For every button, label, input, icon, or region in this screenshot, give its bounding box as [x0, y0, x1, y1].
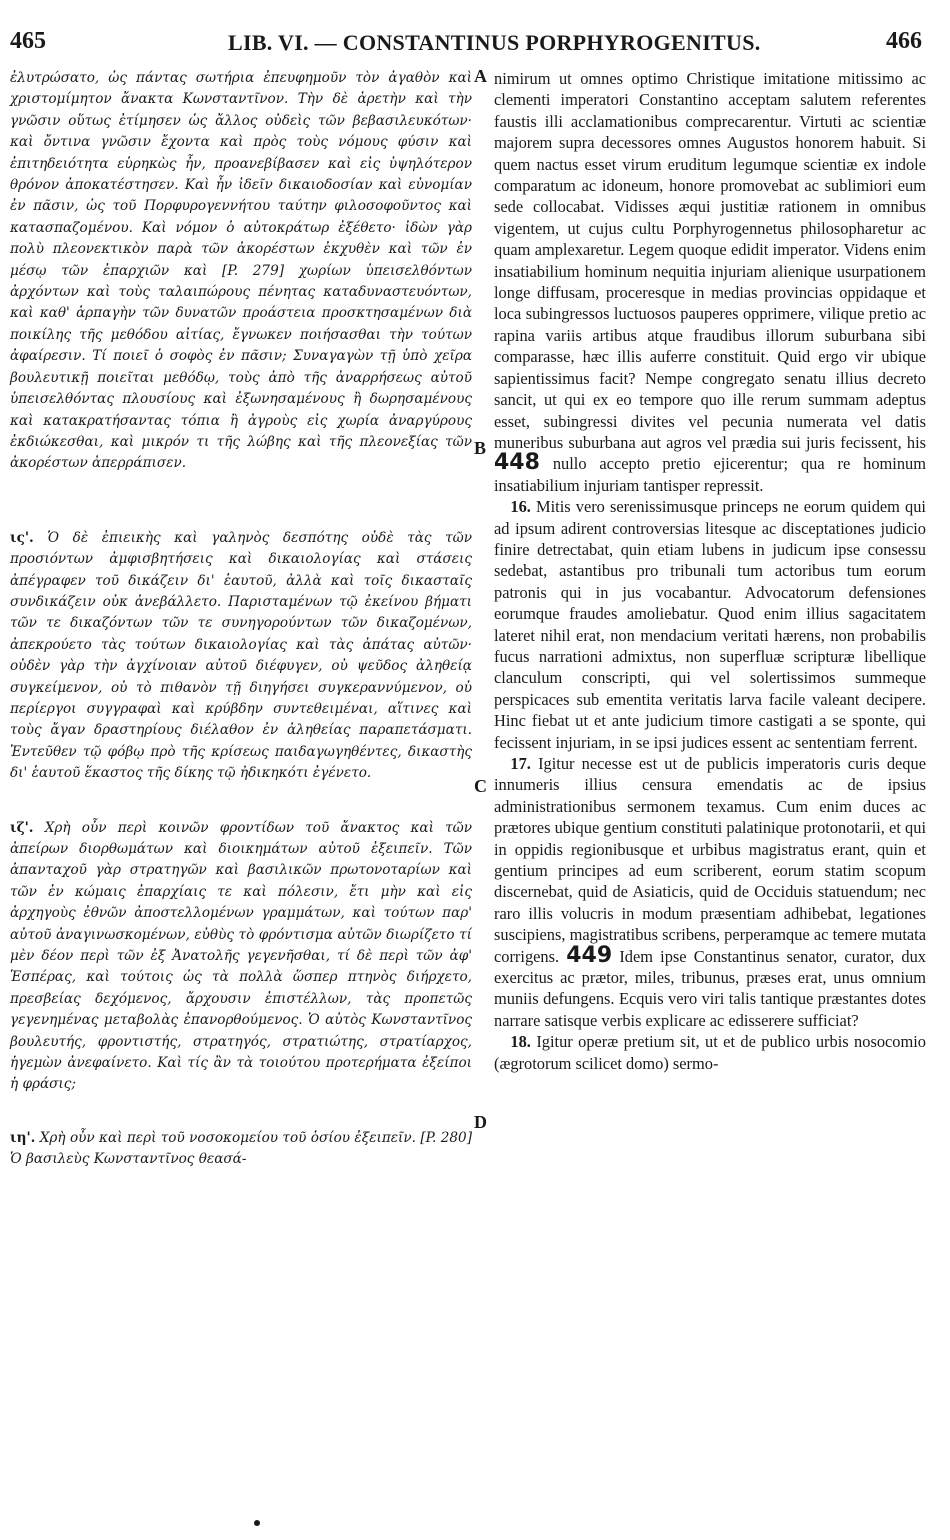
greek-paragraph-15: ἐλυτρώσατο, ὡς πάντας σωτήρια ἐπευφημοῦν τὸν ἀγαθὸν καὶ χριστομίμητον ἄνακτα Κωνσταντῖνον. Τὴν δὲ ἀρετὴν καὶ τὴν γνῶσιν οὕτως ἐτίμησεν ὡς ἄλλος οὐδεὶς τῶν βεβασιλευκότων· καὶ ὄντινα γνῶσιν ἔχοντα καὶ πρὸς τοὺς νόμους φύσιν καὶ ἐπιτηδειότητα εὑρηκὼς ἦν, προανεβίβασεν καὶ εἰς ὑψηλότερον θρόνον ἀποκατέστησεν. Καὶ ἦν ἰδεῖν δικαιοδοσίαν καὶ εὐνομίαν ἐν πᾶσιν, ὡς τοῦ Πορφυρογεννήτου ταύτην φιλοσοφοῦντος καὶ κατασπαζομένου. Καὶ νόμον ὁ αὐτοκράτωρ ἐξέθετο· ἰδὼν γὰρ πολὺ πλεονεκτικὸν παρὰ τῶν ἀκορέστων ἐκχυθὲν καὶ τῶν ἐν μέσῳ τῶν ἐπαρχιῶν καὶ [P. 279] χωρίων ὑπεισελθόντων ἀρχόντων καὶ τοὺς ταλαιπώρους πένητας καταδυναστευόντων, καὶ καθ' ἁρπαγὴν τῶν δυνατῶν προάστεια προσκτησαμένων διὰ ποικίλης τῆς μεθόδου αἰτίας, ἔγνωκεν ποιήσασθαι τὴν τούτων ἀφαίρεσιν. Τί ποιεῖ ὁ σοφὸς ἐν πᾶσιν; Συναγαγὼν τῇ ὑπὸ χεῖρα βουλευτικῇ ποιεῖται μεθόδῳ, τοὺς ἀπὸ τῆς ἀναρρήσεως αὐτοῦ ὑπεισελθόντας πλουσίους καὶ ἐξωνησαμένους ἢ δωρησαμένους καὶ κατακρατήσαντας τόπια ἢ ἀγροὺς εἰς χωρία ἀναργύρους ἐκδιώκεσθαι, καὶ μικρόν τι τῆς λώβης καὶ τῆς πλεονεξίας τῶν ἀκορέστων ἀπερράπισεν.: [10, 70, 472, 472]
marginal-number-448: 448: [494, 450, 540, 476]
greek-paragraph-16: ις'. Ὁ δὲ ἐπιεικὴς καὶ γαληνὸς δεσπότης οὐδὲ τὰς τῶν προσιόντων ἀμφισβητήσεις καὶ δικαιολογίας καὶ στάσεις ἀπέγραφεν τοῦ δικάζειν δι' ἑαυτοῦ, ἀλλὰ καὶ τοῖς δικασταῖς συνδικάζειν οὐκ ἀνεβάλλετο. Παρισταμένων τῷ ἐκείνου βήματι τῶν τε δικαζόντων τῶν τε συνηγορούντων τῶν δικαζομένων, ἀπεκρούετο τὰς τούτων δικαιολογίας καὶ τὰς ἀπάτας αὐτῶν· οὐδὲν γὰρ τὴν ἀγχίνοιαν αὐτοῦ διέφυγεν, οὐ ψεῦδος ἀληθείᾳ συγκείμενον, οὐ τὸ πιθανὸν τῇ διηγήσει συγκεραννύμενον, οὐ περίεργοι συγγραφαὶ καὶ κρύβδην συντεθειμέναι, αἵτινες καὶ τοὺς ἄγαν δραστηρίους διέλαθον ἐν ἀληθείας παραπετάσματι. Ἐντεῦθεν τῷ φόβῳ πρὸ τῆς κρίσεως παιδαγωγηθέντες, δικαστὴς δι' ἑαυτοῦ ἕκαστος τῆς δίκης τῷ ἠδικηκότι ἐγένετο.: [10, 529, 472, 782]
page-number-left: 465: [10, 28, 46, 54]
latin-column: [494, 68, 926, 1074]
latin-section-number: 17.: [510, 754, 531, 773]
greek-section-number: ιζ'.: [10, 819, 34, 836]
greek-column: [10, 68, 472, 1171]
margin-marker-d: D: [474, 1112, 487, 1132]
greek-section-number: ιη'.: [10, 1129, 36, 1146]
page-header: [0, 28, 950, 60]
margin-marker-c: C: [474, 776, 487, 796]
latin-paragraph-16: 16. Mitis vero serenissimusque princeps ne eorum quidem qui ad ipsum adirent controversias litesque ac disceptationes judicio finire detrectabat, quin etiam lubens in judicum ipse consessu sedebat, astantibus pro tribunali tum actoribus tum eorum patronis qui in jus vocabantur. Advocatorum defensiones eorumque fraudes amoliebatur. Quod enim illius sagacitatem lateret nihil erat, non mendacium veritati hærens, non probabilis fucus narrationi admixtus, non superfluæ scripturæ libellique clanculum conscripti, qui vel solertissimos summeque perspicaces sub ementita veritatis larva facile valeant decipere. Hinc fiebat ut et ante judicium timore castigati a se sponte, qui fecissent injuriam, in se ipsi judices essent ac sententiam ferrent.: [494, 497, 926, 752]
ink-dot: [254, 1520, 260, 1526]
margin-marker-b: B: [474, 438, 487, 458]
running-title: LIB. VI. — CONSTANTINUS PORPHYROGENITUS.: [228, 30, 761, 55]
greek-section-number: ις'.: [10, 529, 34, 546]
latin-paragraph-15: nimirum ut omnes optimo Christique imitatione mitissimo ac clementi imperatori Constantino acceptam salutem referentes faustis illi acclamationibus comprecarentur. Virtuti ac scientiæ majorem supra decessores omnes Augustos honorem habuit. Si quem nactus esset virum eruditum legumque scientiæ ex indole comparatum ac idoneum, honore promovebat ac sublimiori eum sede collocabat. Vidisses æqui justitiæ rationem in omnibus vigentem, ut cujus cultu Porphyrogennetus philosopharetur ac quam amplexaretur. Legem quoque edidit imperator. Videns enim insatiabilium hominum nequitia injuriam alienique usurpationem longe diffusam, proceresque in medias provincias oppidaque et loca subingressos luctuosos pauperes opprimere, vilique pretio ac rapina variis artibus atque fraudibus illorum suburbana sibi comparasse, hæc illis auferre constituit. Quid ergo vir ubique sapientissimus facit? Nempe congregato senatu illius decreto sancit, ut qui ex eo tempore quo ille rerum summam adeptus esset, subingressi divites vel pecunia numerata vel datis muneribus suburbana aut agros vel prædia sui juris fecissent, his 448 nullo accepto pretio ejicerentur; qua re hominum insatiabilium injuriam tantisper repressit.: [494, 69, 926, 495]
latin-paragraph-17: 17. Igitur necesse est ut de publicis imperatoris curis deque innumeris illius censura emendatis ac de ipsius administrationibus sermonem texamus. Cum enim duces ac prætores ubique gentium constituti palatinique protonotarii, et qui in oppidis regionibusque et urbibus magistratus erant, quin et gentium principes ad eum scriberent, eorum statim scopum discernebat, quid de Asiaticis, quid de Occiduis statuendum; nec raro illis volucris in modum præsentiam adhibebat, legationes suscipiens, magistratibus scribens, perperamque ac temere mutata corrigens. 449 Idem ipse Constantinus senator, curator, dux exercitus ac prætor, miles, tribunus, præses erat, unus omnium muniis defungens. Ecquis vero viri talis tantique præstantes dotes narrare satisque verbis explicare ac edisserere sufficiat?: [494, 754, 926, 1030]
margin-marker-a: A: [474, 66, 487, 86]
greek-paragraph-17: ιζ'. Χρὴ οὖν περὶ κοινῶν φροντίδων τοῦ ἄνακτος καὶ τῶν ἀπείρων διορθωμάτων καὶ διοικημάτων αὐτοῦ ἐξειπεῖν. Τῶν ἁπανταχοῦ γὰρ στρατηγῶν καὶ βασιλικῶν πρωτονοταρίων καὶ τῶν ἐν κώμαις ἐπαρχίαις τε καὶ πόλεσιν, ἔτι μὴν καὶ εἰς ἀρχηγοὺς ἐθνῶν ἀποστελλομένων γραμμάτων, καὶ τούτων παρ' αὐτοῦ ἀναγινωσκομένων, εὐθὺς τὸ φρόντισμα αὐτῶν διωρίζετο τί μὲν δέον περὶ τῶν ἐξ Ἀνατολῆς γεγενῆσθαι, τί δὲ περὶ τῶν ἀφ' Ἑσπέρας, καὶ τούτοις ὡς τὰ πολλὰ ὥσπερ πτηνὸς διήρχετο, πρεσβείας δεχόμενος, ἄρχουσιν ἐπιστέλλων, τὰς προπετῶς γεγενημένας μεταβολὰς ἐπανορθούμενος. Ὁ αὐτὸς Κωνσταντῖνος βουλευτής, φροντιστής, στρατηγός, στρατιώτης, στρατίαρχος, ἡγεμὼν ἀνεφαίνετο. Καὶ τίς ἂν τὰ τοιούτου προτερήματα ἐξείποι ἡ φράσις;: [10, 819, 472, 1093]
page-number-right: 466: [886, 28, 922, 54]
greek-paragraph-18: ιη'. Χρὴ οὖν καὶ περὶ τοῦ νοσοκομείου τοῦ ὁσίου ἐξειπεῖν. [P. 280] Ὁ βασιλεὺς Κωνσταντῖνος θεασά-: [10, 1129, 472, 1168]
latin-section-number: 16.: [510, 497, 531, 517]
latin-paragraph-18: 18. Igitur operæ pretium sit, ut et de publico urbis nosocomio (ægrotorum scilicet domo) sermo-: [494, 1032, 926, 1073]
marginal-number-449: 449: [566, 942, 613, 968]
latin-section-number: 18.: [510, 1032, 531, 1052]
